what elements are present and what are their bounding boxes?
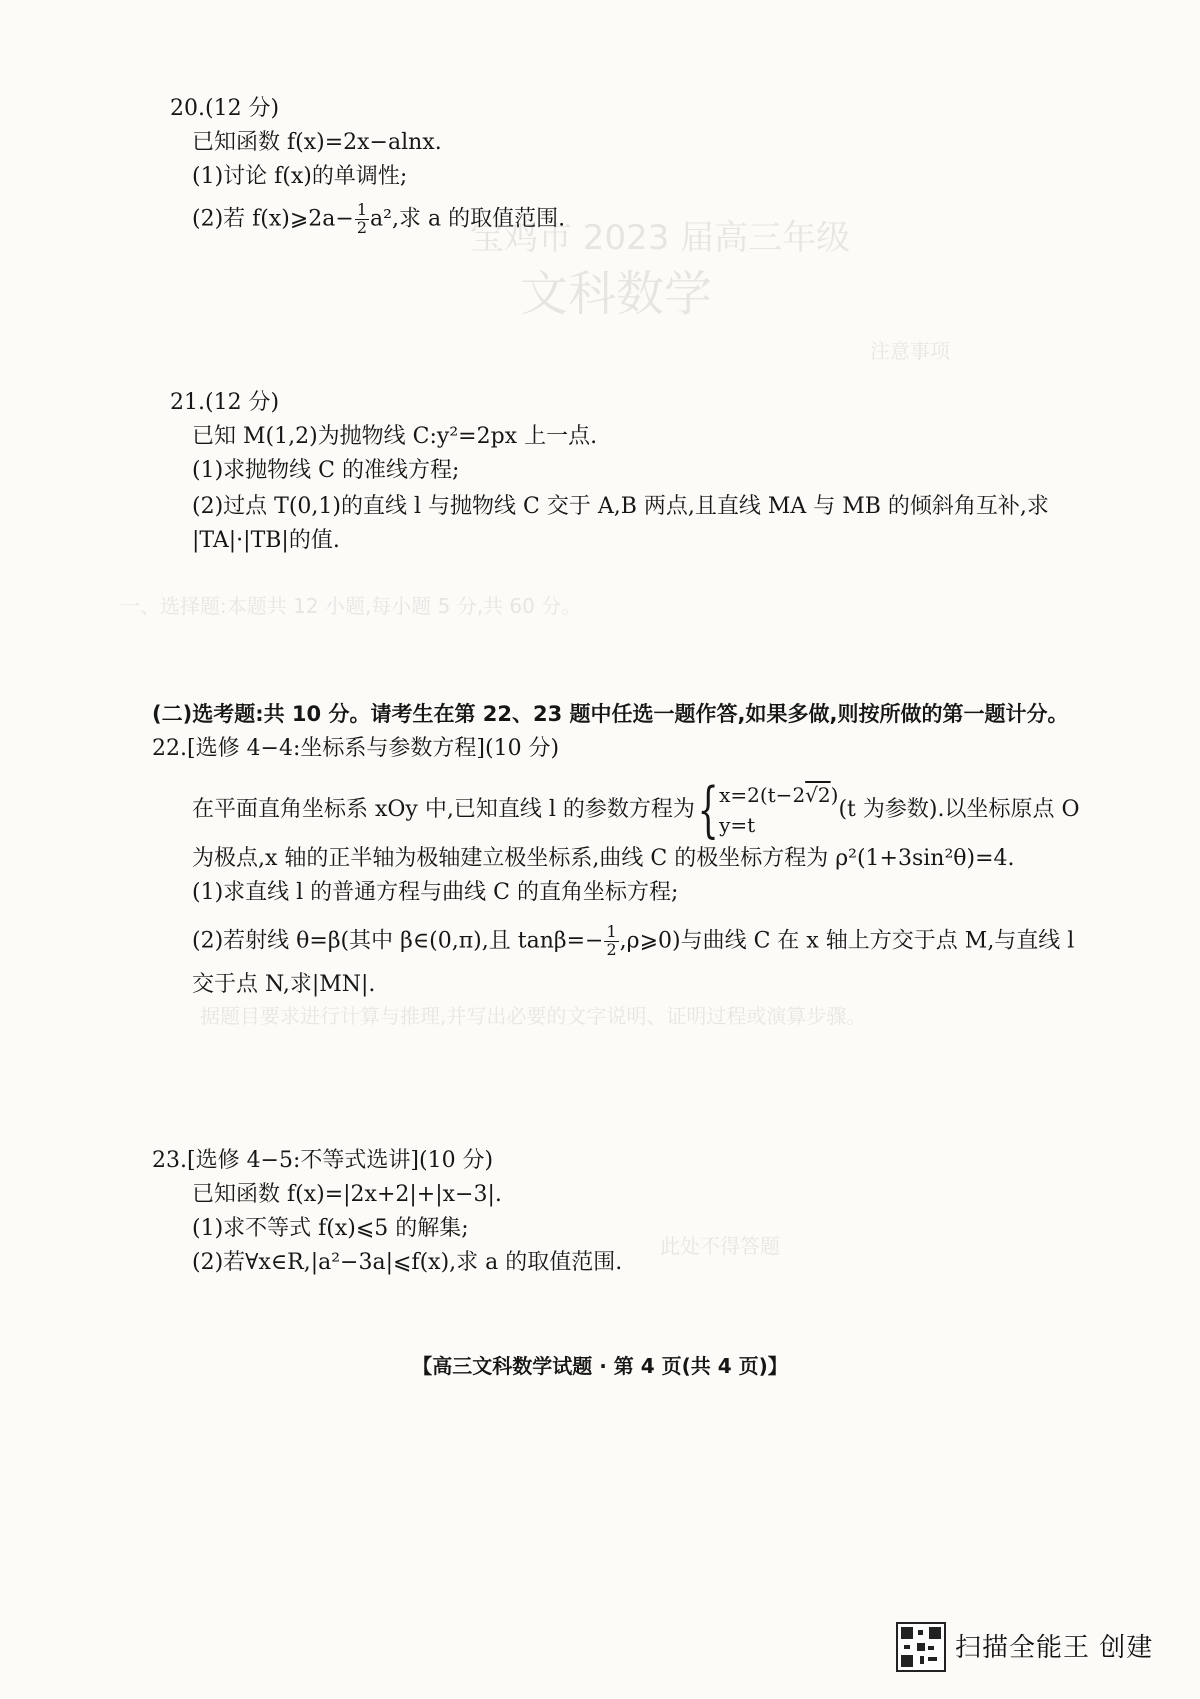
q21-part2: (2)过点 T(0,1)的直线 l 与抛物线 C 交于 A,B 两点,且直线 MA 与 MB 的倾斜角互补,求 xyxy=(192,494,1049,519)
left-brace-icon: { xyxy=(697,775,719,845)
bleed-through: 注意事项 xyxy=(870,339,950,363)
q22-part2-text-a: (2)若射线 θ=β(其中 β∈(0,π),且 tanβ=− xyxy=(192,928,604,954)
system-row-x-close: ) xyxy=(830,783,839,807)
q23-part1: (1)求不等式 f(x)⩽5 的解集; xyxy=(192,1216,469,1241)
q22-stem-text-a: 在平面直角坐标系 xOy 中,已知直线 l 的参数方程为 xyxy=(192,797,695,822)
parametric-system xyxy=(695,775,839,845)
scanner-brand: 扫描全能王 创建 xyxy=(955,1633,1154,1663)
sqrt-two: √2 xyxy=(805,783,831,807)
section-heading: (二)选考题:共 10 分。请考生在第 22、23 题中任选一题作答,如果多做,则按所做的第一题计分。 xyxy=(152,702,1069,726)
system-rows xyxy=(719,780,838,840)
q21-stem: 已知 M(1,2)为抛物线 C:y²=2px 上一点. xyxy=(192,424,598,449)
fraction xyxy=(355,202,369,237)
q22-part2-text-b: ,ρ⩾0)与曲线 C 在 x 轴上方交于点 M,与直线 l xyxy=(619,928,1075,954)
fraction-denominator: 2 xyxy=(356,217,368,237)
system-row-x-text: x=2(t−2 xyxy=(719,783,806,807)
q20-part2-text-a: (2)若 f(x)⩾2a− xyxy=(192,206,354,232)
page-footer: 【高三文科数学试题 · 第 4 页(共 4 页)】 xyxy=(412,1354,788,1378)
system-row-y: y=t xyxy=(719,813,756,837)
system-row-x xyxy=(719,780,838,810)
q20-part2-text-b: a²,求 a 的取值范围. xyxy=(370,206,566,232)
q21-part1: (1)求抛物线 C 的准线方程; xyxy=(192,458,460,483)
bleed-through: 文科数学 xyxy=(520,266,713,322)
q23-stem: 已知函数 f(x)=|2x+2|+|x−3|. xyxy=(192,1182,502,1207)
q22-heading: 22.[选修 4−4:坐标系与参数方程](10 分) xyxy=(152,736,560,761)
fraction xyxy=(604,924,618,959)
q22-part2 xyxy=(192,924,1074,959)
q20-heading: 20.(12 分) xyxy=(170,96,280,121)
q22-part1: (1)求直线 l 的普通方程与曲线 C 的直角坐标方程; xyxy=(192,880,679,905)
q23-heading: 23.[选修 4−5:不等式选讲](10 分) xyxy=(152,1148,494,1173)
q21-part2-cont: |TA|·|TB|的值. xyxy=(192,528,340,553)
bleed-through: 一、选择题:本题共 12 小题,每小题 5 分,共 60 分。 xyxy=(120,594,582,618)
fraction-numerator: 1 xyxy=(356,200,368,219)
qr-code-icon xyxy=(896,1622,946,1672)
bleed-through: 据题目要求进行计算与推理,并写出必要的文字说明、证明过程或演算步骤。 xyxy=(200,1004,867,1028)
fraction-numerator: 1 xyxy=(606,922,617,941)
q22-part2-cont: 交于点 N,求|MN|. xyxy=(192,972,376,997)
q20-part1: (1)讨论 f(x)的单调性; xyxy=(192,164,408,189)
fraction-denominator: 2 xyxy=(606,939,617,959)
q22-stem-cont: 为极点,x 轴的正半轴为极轴建立极坐标系,曲线 C 的极坐标方程为 ρ²(1+3sin²θ)=4. xyxy=(192,846,1015,871)
q22-stem-text-b: (t 为参数).以坐标原点 O xyxy=(838,797,1080,822)
q20-part2 xyxy=(192,202,565,237)
q22-stem xyxy=(192,775,1080,845)
q20-stem: 已知函数 f(x)=2x−alnx. xyxy=(192,130,442,155)
q23-part2: (2)若∀x∈R,|a²−3a|⩽f(x),求 a 的取值范围. xyxy=(192,1250,623,1275)
q21-heading: 21.(12 分) xyxy=(170,390,280,415)
bleed-through: 此处不得答题 xyxy=(660,1234,780,1258)
bleed-through: 宝鸡市 2023 届高三年级 xyxy=(470,218,851,258)
